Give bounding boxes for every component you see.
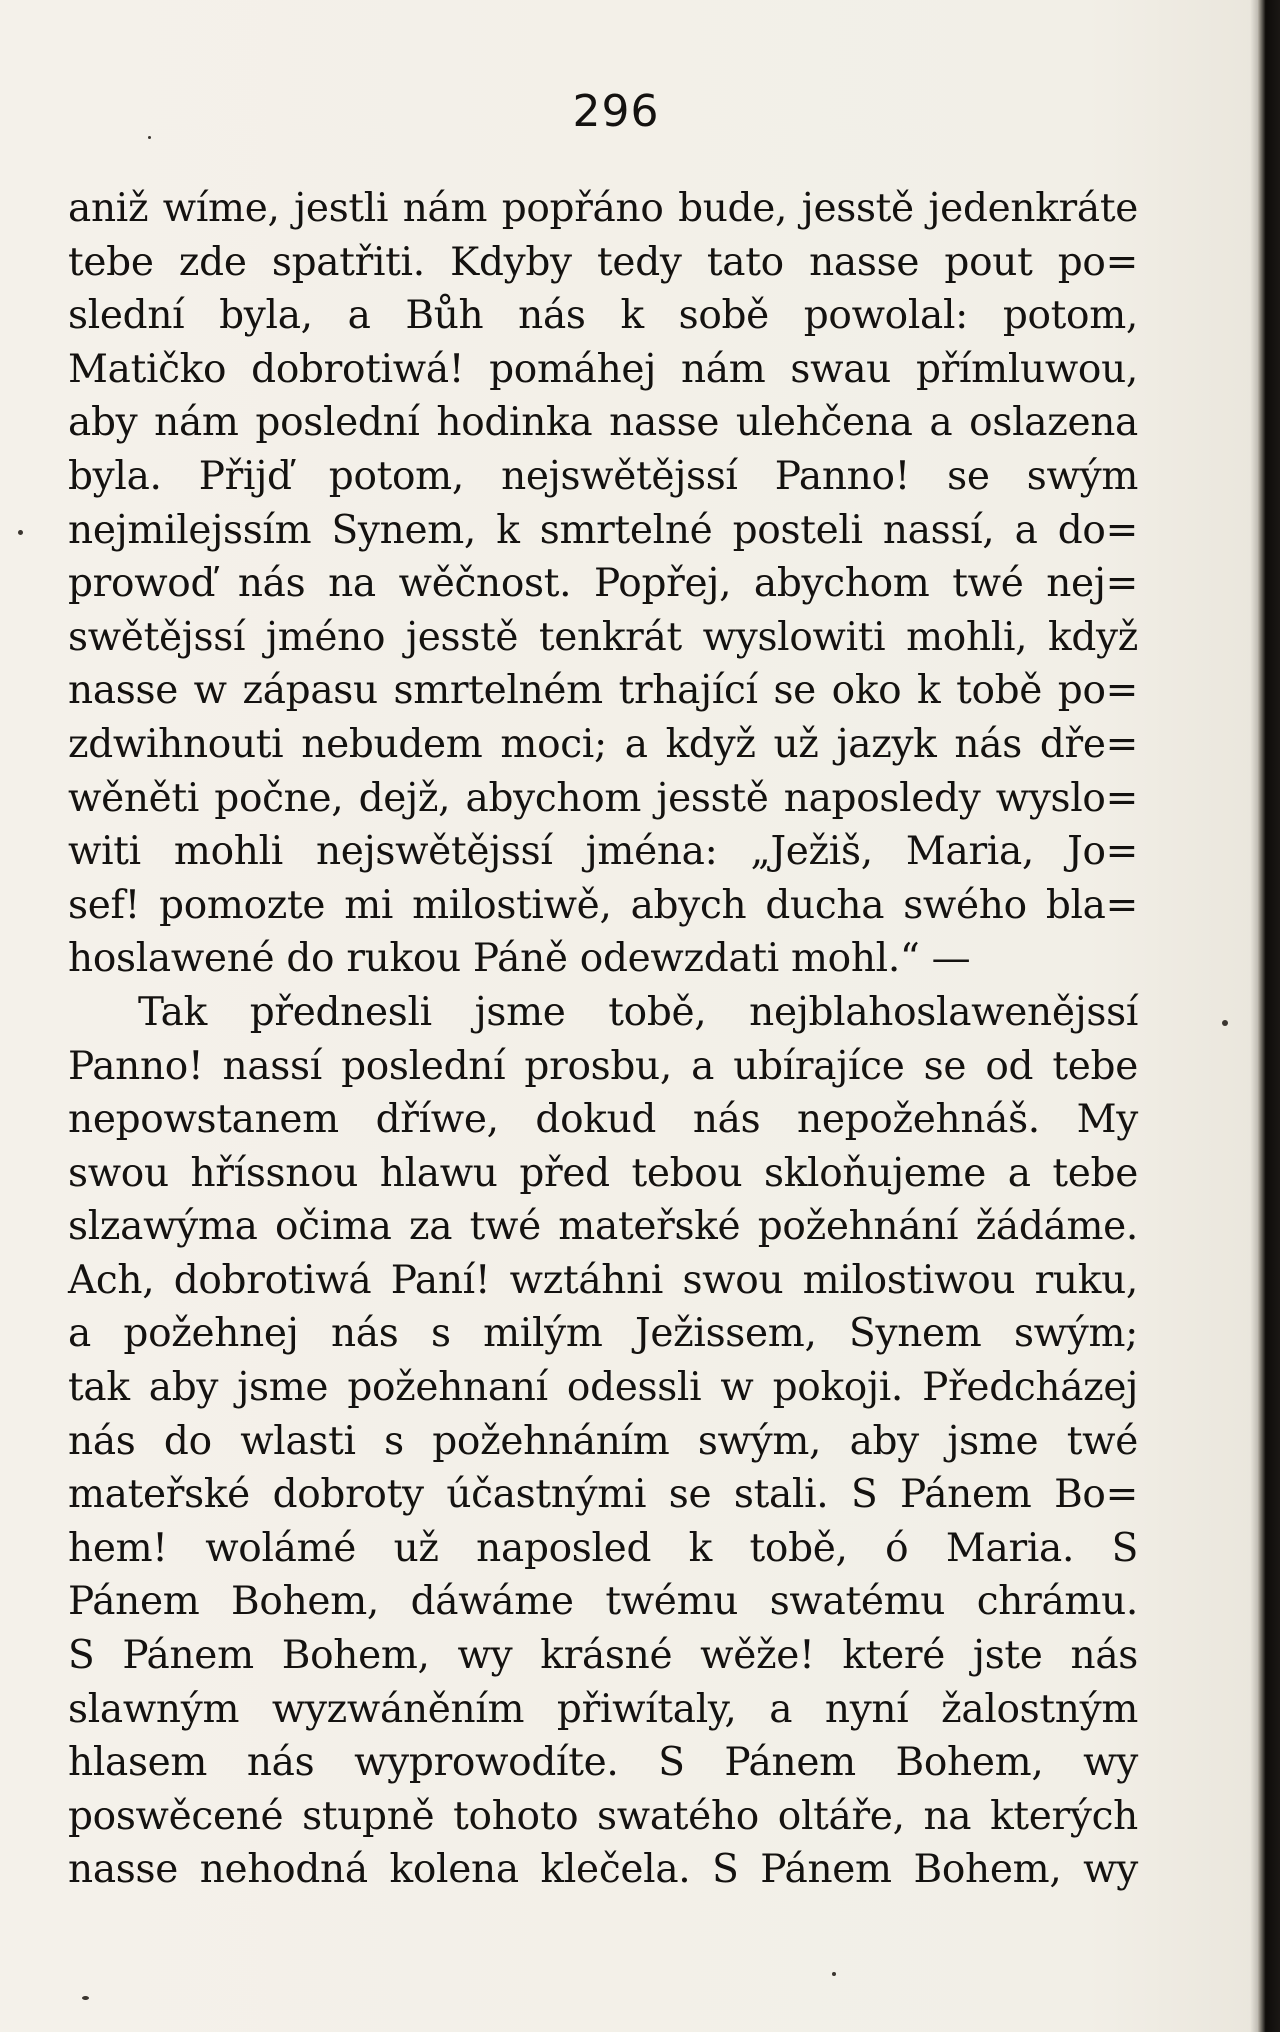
text-line: poswěcené stupně tohoto swatého oltáře, na kterých [68, 1793, 1138, 1839]
paper-speck [18, 530, 23, 535]
text-line: Matičko dobrotiwá! pomáhej nám swau přímluwou, [68, 346, 1138, 392]
text-line: swou hříssnou hlawu před tebou skloňujeme a tebe [68, 1150, 1138, 1196]
text-line: nepowstanem dříwe, dokud nás nepožehnáš. My [68, 1097, 1138, 1143]
text-line: S Pánem Bohem, wy krásné wěže! které jste nás [68, 1633, 1138, 1679]
paper-speck [82, 1996, 89, 2000]
text-line: tak aby jsme požehnaní odessli w pokoji. Předcházej [68, 1365, 1138, 1411]
text-line: aniž wíme, jestli nám popřáno bude, jesstě jedenkráte [68, 186, 1138, 231]
text-line: mateřské dobroty účastnými se stali. S Pánem Bo= [68, 1472, 1138, 1518]
text-line: hem! wolámé už naposled k tobě, ó Maria. S [68, 1525, 1138, 1571]
text-line: hoslawené do rukou Páně odewzdati mohl.“ — [68, 936, 971, 982]
text-line: byla. Přijď potom, nejswětějssí Panno! se swým [68, 453, 1138, 499]
text-line: sef! pomozte mi milostiwě, abych ducha swého bla= [68, 882, 1138, 928]
text-line: slední byla, a Bůh nás k sobě powolal: potom, [68, 293, 1138, 339]
page-number: 296 [572, 86, 660, 137]
text-line: nejmilejssím Synem, k smrtelné posteli nassí, a do= [68, 507, 1138, 553]
paper-speck [832, 1972, 836, 1976]
paper-speck [148, 136, 151, 139]
text-line: Panno! nassí poslední prosbu, a ubírajíce se od tebe [68, 1043, 1138, 1089]
body-text [68, 182, 1138, 1897]
text-line: Pánem Bohem, dáwáme twému swatému chrámu. [68, 1579, 1138, 1625]
text-line: prowoď nás na wěčnost. Popřej, abychom twé nej= [68, 561, 1138, 607]
text-line: a požehnej nás s milým Ježissem, Synem swým; [68, 1311, 1138, 1357]
paper-speck [1222, 1020, 1228, 1026]
text-line: nasse nehodná kolena klečela. S Pánem Bohem, wy [68, 1847, 1138, 1893]
text-line: tebe zde spatřiti. Kdyby tedy tato nasse pout po= [68, 239, 1138, 285]
text-line: aby nám poslední hodinka nasse ulehčena a oslazena [68, 400, 1138, 446]
text-line: nasse w zápasu smrtelném trhající se oko k tobě po= [68, 668, 1138, 714]
text-line: nás do wlasti s požehnáním swým, aby jsme twé [68, 1418, 1138, 1464]
text-line: wěněti počne, dejž, abychom jesstě naposledy wyslo= [68, 775, 1138, 821]
text-line: witi mohli nejswětějssí jména: „Ježiš, Maria, Jo= [68, 829, 1138, 875]
text-line: Ach, dobrotiwá Paní! wztáhni swou milostiwou ruku, [68, 1257, 1138, 1303]
text-line: slawným wyzwáněním přiwítaly, a nyní žalostným [68, 1686, 1138, 1732]
text-line: slzawýma očima za twé mateřské požehnání žádáme. [68, 1204, 1138, 1250]
text-line: hlasem nás wyprowodíte. S Pánem Bohem, wy [68, 1740, 1138, 1786]
text-line: zdwihnouti nebudem moci; a když už jazyk nás dře= [68, 721, 1138, 767]
text-line: swětějssí jméno jesstě tenkrát wyslowiti mohli, když [68, 614, 1138, 660]
page-edge [1258, 0, 1280, 2032]
page-gutter-shadow [1250, 0, 1258, 2032]
text-line: Tak přednesli jsme tobě, nejblahoslawenějssí [138, 989, 1138, 1035]
